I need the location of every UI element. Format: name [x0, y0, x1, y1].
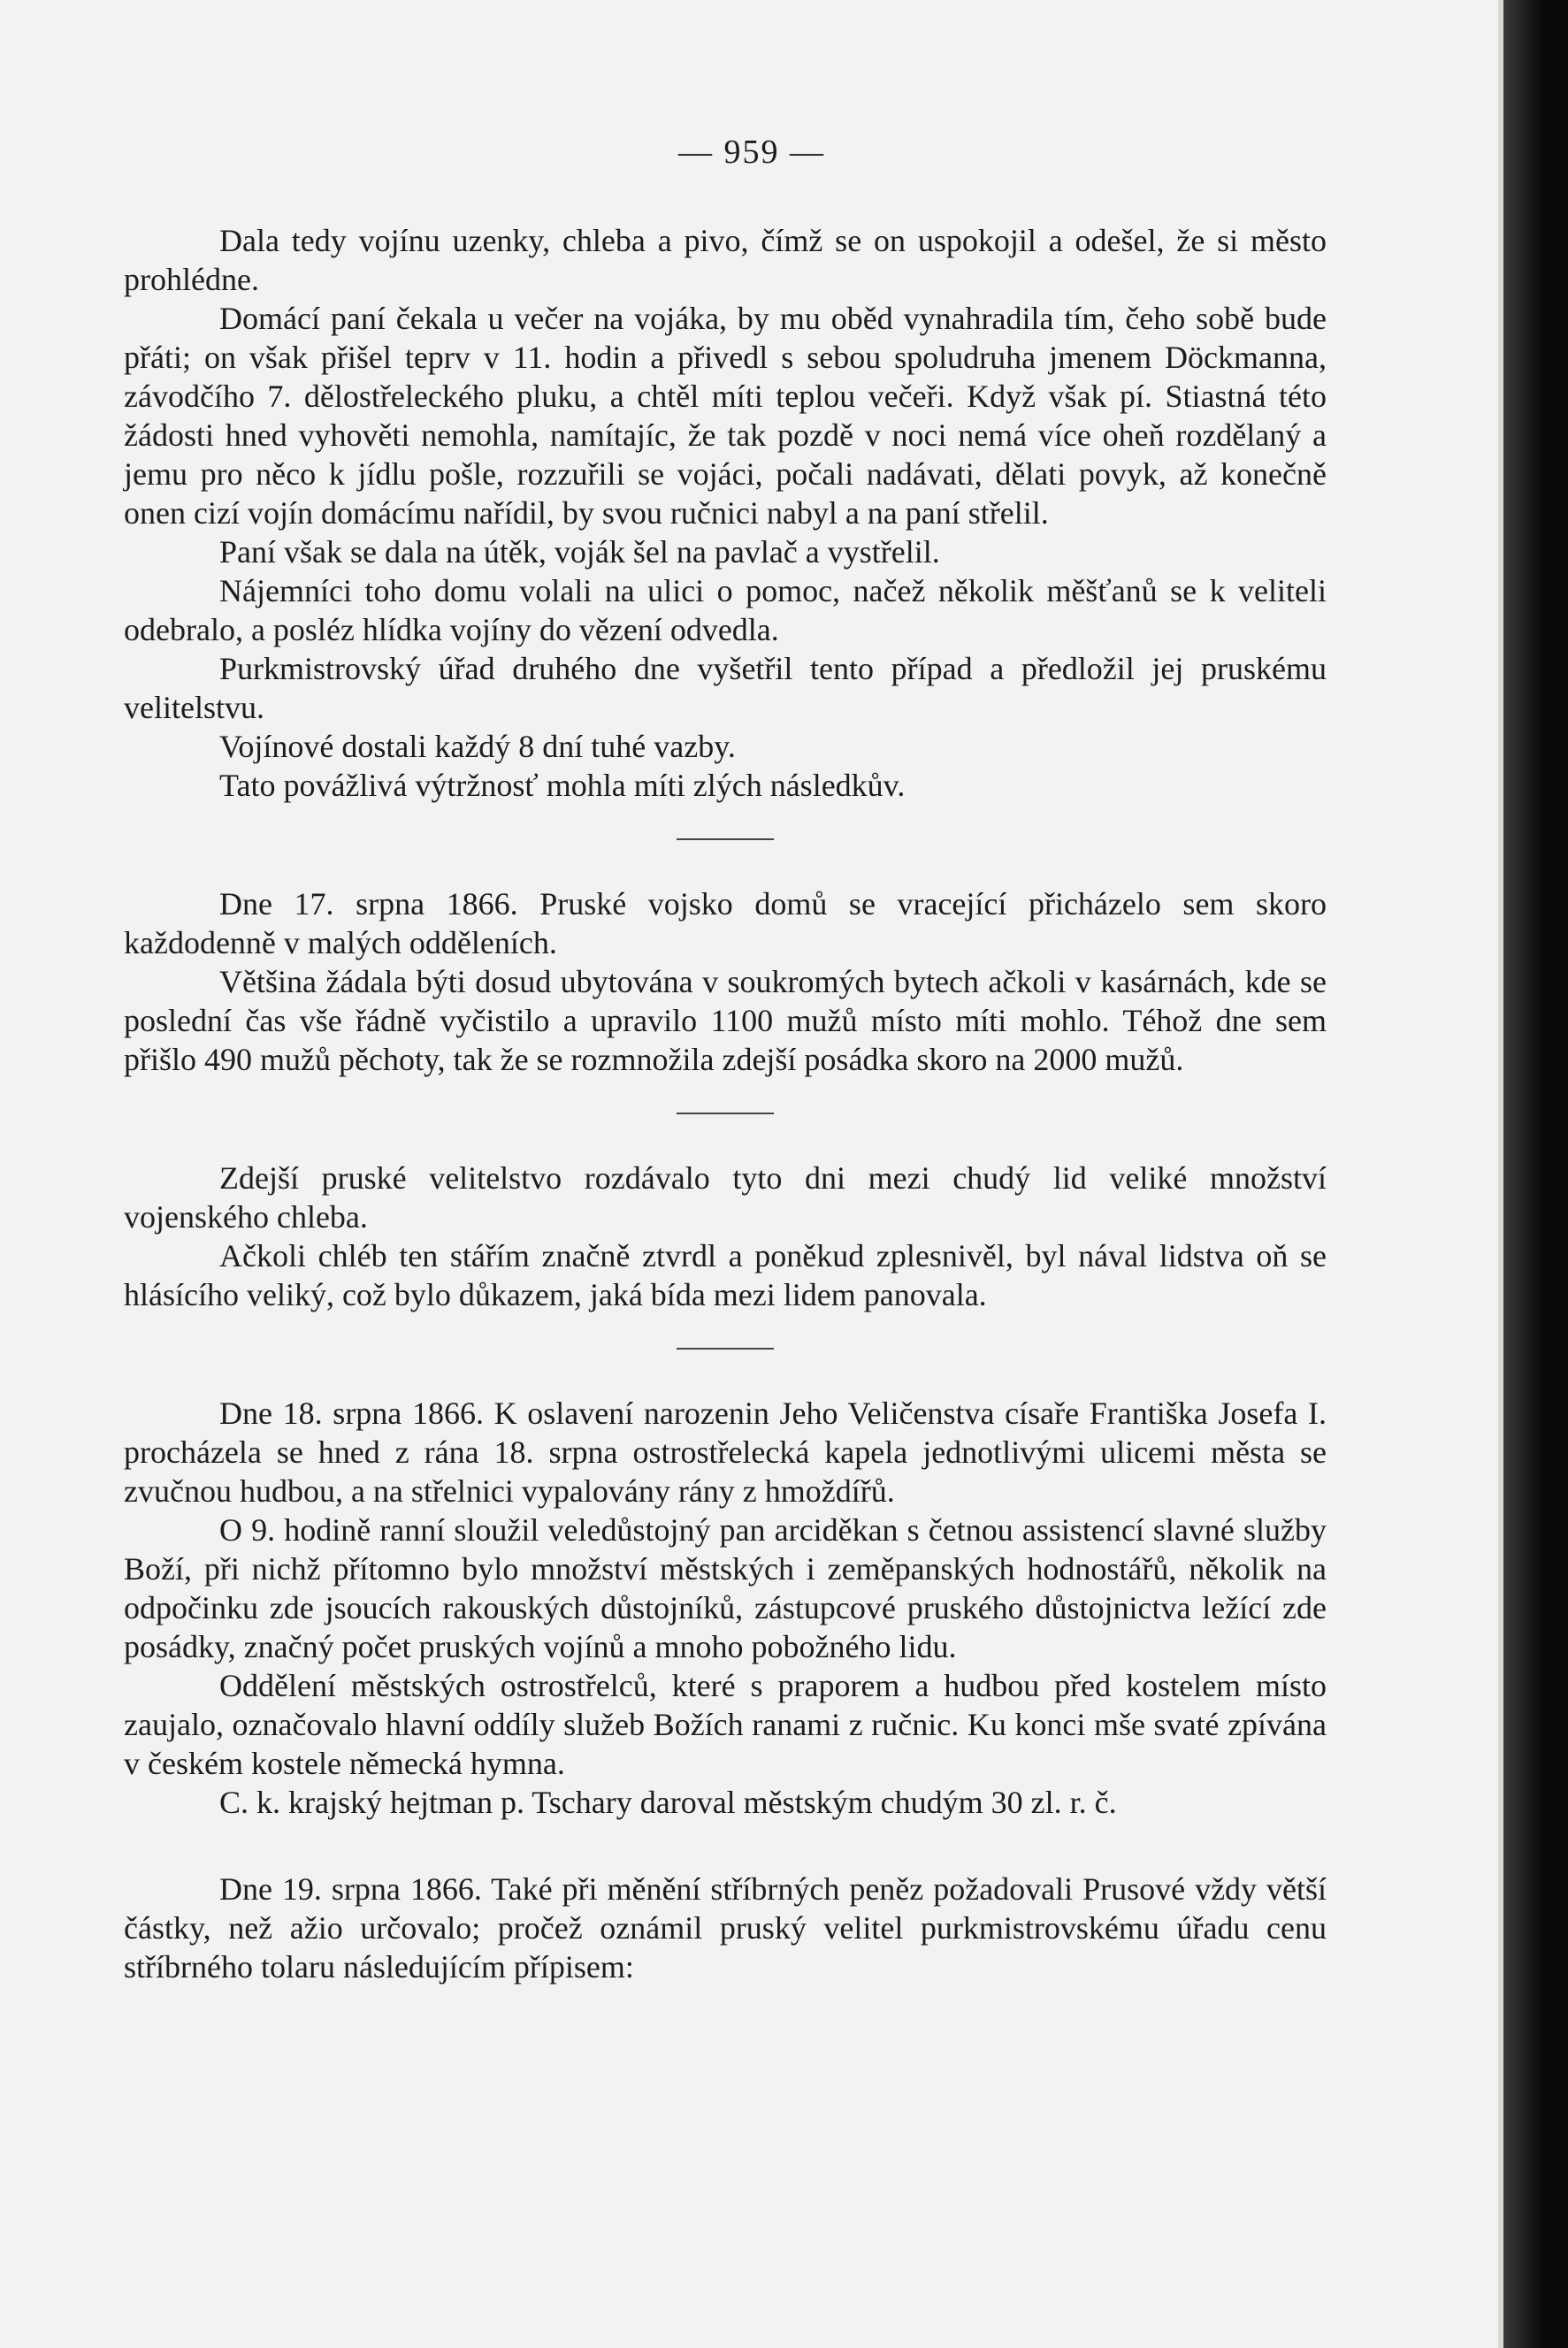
- paragraph: O 9. hodině ranní sloužil veledůstojný pan arciděkan s četnou assistencí slavné služby Boží, při nichž přítomno bylo množství městských i zeměpanských hodnostářů, několik na odpočinku zde jsoucích rakouských důstojníků, zástupcové pruského důstojnictva ležící zde posádky, značný počet pruských vojínů a mnoho pobožného lidu.: [124, 1512, 1327, 1664]
- section-17-srpna: [124, 884, 1327, 1079]
- paragraph: Dne 17. srpna 1866. Pruské vojsko domů se vracející přicházelo sem skoro každodenně v malých odděleních.: [124, 886, 1327, 960]
- paragraph: Nájemníci toho domu volali na ulici o pomoc, načež několik měšťanů se k veliteli odebralo, a posléz hlídka vojíny do vězení odvedla.: [124, 573, 1327, 647]
- section-divider: [677, 838, 774, 840]
- paragraph: Vojínové dostali každý 8 dní tuhé vazby.: [219, 729, 736, 764]
- paragraph: Purkmistrovský úřad druhého dne vyšetřil tento případ a předložil jej pruskému velitelstvu.: [124, 651, 1327, 725]
- paragraph: Dne 19. srpna 1866. Také při měnění stříbrných peněz požadovali Prusové vždy větší částky, než ažio určovalo; pročež oznámil pruský velitel purkmistrovskému úřadu cenu stříbrného tolaru následujícím přípisem:: [124, 1871, 1327, 1985]
- scan-edge: [1503, 0, 1568, 2348]
- section-vojini-incident: [124, 221, 1327, 805]
- paragraph: Dala tedy vojínu uzenky, chleba a pivo, čímž se on uspokojil a odešel, že si město prohlédne.: [124, 223, 1327, 297]
- section-vojensky-chleb: [124, 1159, 1327, 1314]
- paragraph: C. k. krajský hejtman p. Tschary daroval městským chudým 30 zl. r. č.: [219, 1785, 1117, 1820]
- paragraph: Zdejší pruské velitelstvo rozdávalo tyto dni mezi chudý lid veliké množství vojenského chleba.: [124, 1160, 1327, 1235]
- section-gap: [124, 1822, 1327, 1870]
- section-divider: [677, 1348, 774, 1350]
- section-19-srpna: [124, 1870, 1327, 1986]
- section-divider: [677, 1113, 774, 1114]
- paragraph: Většina žádala býti dosud ubytována v soukromých bytech ačkoli v kasárnách, kde se poslední čas vše řádně vyčistilo a upravilo 1100 mužů místo míti mohlo. Téhož dne sem přišlo 490 mužů pěchoty, tak že se rozmnožila zdejší posádka skoro na 2000 mužů.: [124, 964, 1327, 1077]
- paragraph: Dne 18. srpna 1866. K oslavení narozenin Jeho Veličenstva císaře Františka Josefa I. procházela se hned z rána 18. srpna ostrostřelecká kapela jednotlivými ulicemi města se zvučnou hudbou, a na střelnici vypalovány rány z hmoždířů.: [124, 1396, 1327, 1509]
- paragraph: Oddělení městských ostrostřelců, které s praporem a hudbou před kostelem místo zaujalo, označovalo hlavní oddíly služeb Božích ranami z ručnic. Ku konci mše svaté zpívána v českém kostele německá hymna.: [124, 1668, 1327, 1781]
- page-content: [124, 221, 1327, 1986]
- paragraph: Domácí paní čekala u večer na vojáka, by mu oběd vynahradila tím, čeho sobě bude přáti; on však přišel teprv v 11. hodin a přivedl s sebou spoludruha jmenem Döckmanna, závodčího 7. dělostřeleckého pluku, a chtěl míti teplou večeři. Když však pí. Stiastná této žádosti hned vyhověti nemohla, namítajíc, že tak pozdě v noci nemá více oheň rozdělaný a jemu pro něco k jídlu pošle, rozzuřili se vojáci, počali nadávati, dělati povyk, až konečně onen cizí vojín domácímu nařídil, by svou ručnici nabyl a na paní střelil.: [124, 301, 1327, 531]
- paragraph: Tato povážlivá výtržnosť mohla míti zlých následkův.: [219, 768, 906, 803]
- page-number: — 959 —: [678, 134, 825, 171]
- section-18-srpna: [124, 1394, 1327, 1822]
- paragraph: Paní však se dala na útěk, voják šel na pavlač a vystřelil.: [219, 534, 940, 570]
- paragraph: Ačkoli chléb ten stářím značně ztvrdl a poněkud zplesnivěl, byl nával lidstva oň se hlásícího veliký, což bylo důkazem, jaká bída mezi lidem panovala.: [124, 1238, 1327, 1312]
